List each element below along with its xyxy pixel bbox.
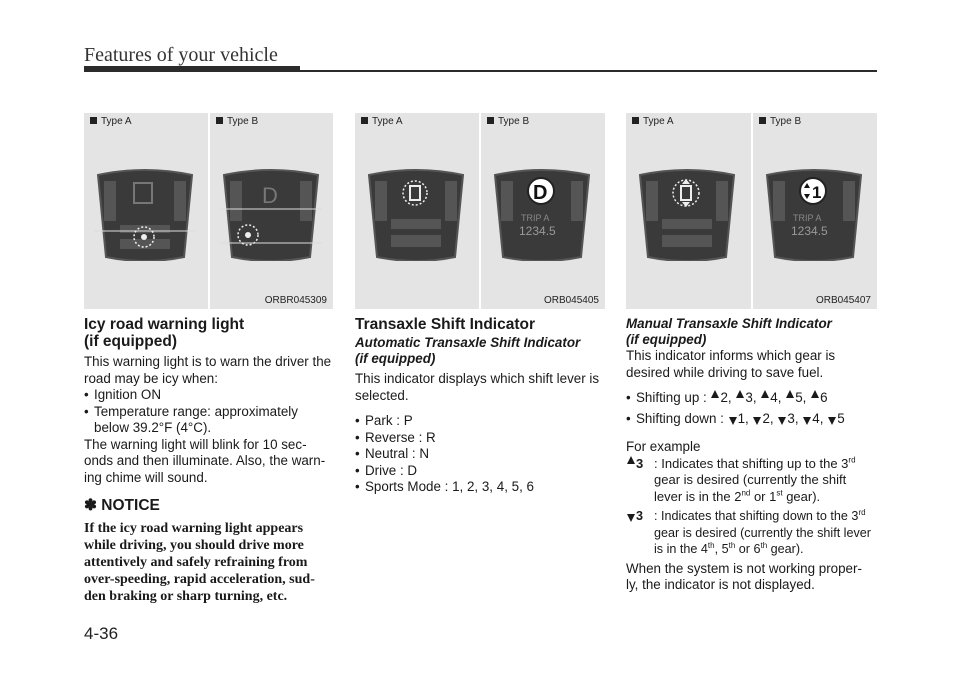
list-item: • Ignition ON bbox=[84, 387, 333, 404]
cluster-type-a-illustration bbox=[636, 169, 738, 261]
gear-value: 5 bbox=[837, 410, 845, 426]
cluster-type-a-illustration bbox=[365, 169, 467, 261]
header-rule bbox=[300, 70, 877, 72]
column-icy-road bbox=[84, 316, 333, 605]
gear-value: 2, bbox=[762, 410, 774, 426]
list-item-shift-down bbox=[626, 411, 877, 428]
gear-value: 4, bbox=[812, 410, 824, 426]
intro-text: This indicator informs which gear is desired while driving to save fuel. bbox=[626, 348, 836, 380]
figure-type-b-label: Type B bbox=[498, 116, 530, 127]
subheading-sub: (if equipped) bbox=[626, 332, 707, 347]
cluster-type-a-illustration bbox=[94, 169, 196, 261]
figure-code: ORBR045309 bbox=[264, 295, 327, 306]
arrow-down-icon bbox=[753, 417, 761, 425]
column-auto-shift bbox=[355, 316, 605, 496]
section-heading: Transaxle Shift Indicator bbox=[355, 316, 536, 333]
notice-title: ✽ NOTICE bbox=[84, 497, 160, 514]
figure-auto-shift bbox=[355, 113, 605, 309]
list-item: • Sports Mode : 1, 2, 3, 4, 5, 6 bbox=[355, 479, 605, 496]
gear-value: 4, bbox=[770, 390, 782, 405]
bullet-list bbox=[84, 387, 333, 437]
subheading: Manual Transaxle Shift Indicator bbox=[626, 316, 832, 331]
arrow-up-icon bbox=[761, 390, 769, 398]
list-item: • Temperature range: approximately below 39.2°F (4°C). bbox=[84, 404, 333, 437]
gear-value: 6 bbox=[820, 390, 828, 405]
example-shift-down: 3 : Indicates that shifting down to the 3rd gear is desired (currently the shift lever is in the 4th, 5th or 6th gear). bbox=[626, 508, 877, 558]
figure-type-b-label: Type B bbox=[770, 116, 802, 127]
list-item-shift-up bbox=[626, 390, 877, 407]
arrow-up-icon bbox=[736, 390, 744, 398]
gear-value: 2, bbox=[720, 390, 732, 405]
figure-code: ORB045405 bbox=[543, 295, 599, 306]
cluster-odo-text: 1234.5 bbox=[791, 224, 828, 238]
subheading-sub: (if equipped) bbox=[355, 351, 436, 366]
arrow-up-icon bbox=[786, 390, 794, 398]
page-number: 4-36 bbox=[84, 624, 119, 643]
list-item: • Park : P bbox=[355, 413, 605, 430]
gear-value: 3, bbox=[787, 410, 799, 426]
arrow-up-icon bbox=[811, 390, 819, 398]
cluster-gear-text: 1 bbox=[812, 183, 822, 202]
page-header-title: Features of your vehicle bbox=[84, 44, 278, 66]
closing-text: When the system is not working proper- ly, the indicator is not displayed. bbox=[626, 560, 862, 592]
intro-text: This indicator displays which shift lever is selected. bbox=[355, 371, 600, 403]
figure-type-a-label: Type A bbox=[643, 116, 674, 127]
shift-down-example-icon: 3 bbox=[626, 508, 643, 525]
column-manual-shift bbox=[626, 316, 877, 594]
arrow-up-icon bbox=[711, 390, 719, 398]
bullet-list bbox=[626, 390, 877, 427]
arrow-down-icon bbox=[729, 417, 737, 425]
body-text: The warning light will blink for 10 sec- onds and then illuminate. Also, the warn- ing chime will sound. bbox=[84, 436, 326, 485]
cluster-gear-text: D bbox=[262, 183, 278, 208]
notice-text: If the icy road warning light appears while driving, you should drive more attentively and safely refraining from over-speeding, rapid acceleration, sud- den braking or sharp turning, etc. bbox=[84, 520, 315, 604]
list-item: • Neutral : N bbox=[355, 446, 605, 463]
figure-type-a-label: Type A bbox=[101, 116, 132, 127]
gear-value: 1, bbox=[737, 410, 749, 426]
arrow-down-icon bbox=[828, 417, 836, 425]
bullet-list bbox=[355, 413, 605, 496]
header-bar bbox=[84, 66, 300, 72]
cluster-gear-text: D bbox=[533, 182, 548, 204]
arrow-down-icon bbox=[778, 417, 786, 425]
shift-down-label: Shifting down : bbox=[636, 410, 724, 426]
figure-icy-road bbox=[84, 113, 333, 309]
list-item: • Drive : D bbox=[355, 463, 605, 480]
cluster-trip-text: TRIP A bbox=[521, 213, 550, 223]
figure-type-b-label: Type B bbox=[227, 116, 259, 127]
cluster-odo-text: 1234.5 bbox=[519, 224, 556, 238]
example-shift-up: 3 : Indicates that shifting up to the 3rd gear is desired (currently the shift lever is in the 2nd or 1st gear). bbox=[626, 456, 877, 506]
shift-up-label: Shifting up : bbox=[636, 390, 707, 405]
example-label: For example bbox=[626, 439, 701, 454]
gear-value: 5, bbox=[795, 390, 807, 405]
subheading: Automatic Transaxle Shift Indicator bbox=[355, 335, 581, 350]
arrow-down-icon bbox=[803, 417, 811, 425]
cluster-trip-text: TRIP A bbox=[793, 213, 822, 223]
figure-type-a-label: Type A bbox=[372, 116, 403, 127]
figure-code: ORB045407 bbox=[815, 295, 871, 306]
cluster-type-b-illustration bbox=[491, 169, 593, 261]
intro-text: This warning light is to warn the driver the road may be icy when: bbox=[84, 354, 332, 386]
gear-value: 3, bbox=[745, 390, 757, 405]
figure-manual-shift bbox=[626, 113, 877, 309]
cluster-type-b-illustration bbox=[763, 169, 865, 261]
list-item: • Reverse : R bbox=[355, 430, 605, 447]
shift-up-example-icon: 3 bbox=[626, 456, 643, 473]
cluster-type-b-illustration bbox=[220, 169, 322, 261]
section-heading: Icy road warning light bbox=[84, 316, 245, 333]
section-heading-sub: (if equipped) bbox=[84, 333, 177, 350]
